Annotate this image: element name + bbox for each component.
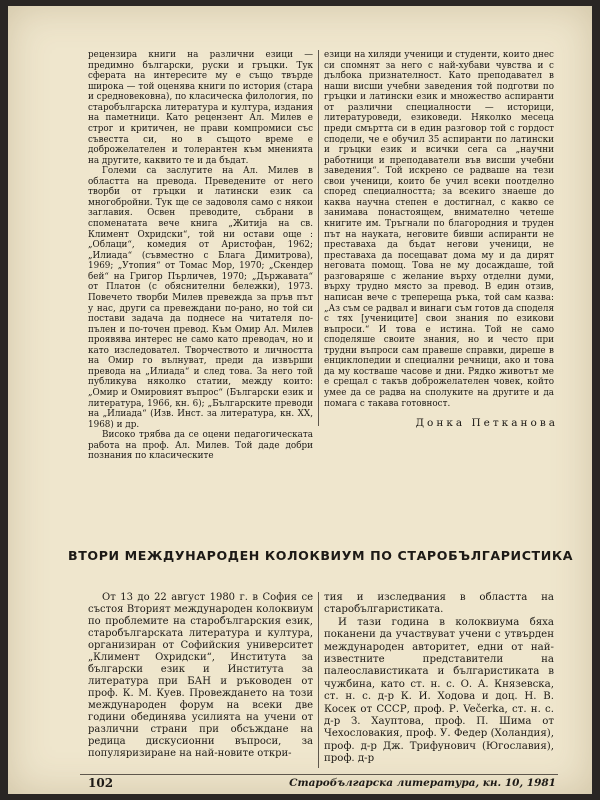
footer-divider bbox=[80, 774, 558, 775]
paragraph: Високо трябва да се оцени педагогическата работа на проф. Ал. Милев. Той даде добри познания по класическите bbox=[88, 430, 313, 462]
article-column-right bbox=[324, 50, 554, 410]
report-column-right bbox=[324, 592, 554, 772]
report-column-left bbox=[88, 592, 313, 772]
paragraph: Големи са заслугите на Ал. Милев в областта на превода. Преведените от него творби от гръцки и латински език са многобройни. Тук ще се задоволя само с някои заглавия. Освен преводите, събрани в споменатата вече книга „Житиjа на св. Климент Охридски“, той ни остави още : „Облаци“, комедия от Аристофан, 1962; „Илиада“ (съвместно с Блага Димитрова), 1969; „Утопия“ от Томас Мор, 1970; „Скендер бей“ на Григор Пърличев, 1970; „Държавата“ от Платон (с обяснителни бележки), 1973. Повечето творби Милев превежда за пръв път у нас, други са превеждани по-рано, но той си постави задача да поднесе на читателя по-пълен и по-точен превод. Към Омир Ал. Милев проявява интерес не само като преводач, но и като изследовател. Творчеството и личността на Омир го вълнуват, преди да извърши превода на „Илиада“ и след това. За него той публикува няколко статии, между които: „Омир и Омировият въпрос“ (Български език и литература, 1966, кн. 6); „Българските преводи на „Илиада“ (Изв. Инст. за литература, кн. XX, 1968) и др. bbox=[88, 166, 313, 430]
paragraph: И тази година в колоквиума бяха поканени да участвуват учени с утвърден международен авторитет, едни от най-известните представители на палеославистиката и българистиката в чужбина, като ст. н. с. О. А. Князевска, ст. н. с. д-р К. И. Ходова и доц. Н. В. Косек от СССР, проф. Р. Večerka, ст. н. с. д-р З. Хауптова, проф. П. Шима от Чехословакия, проф. У. Федер (Холандия), проф. д-р Дж. Трифунович (Югославия), проф. д-р bbox=[324, 616, 554, 765]
paragraph: езици на хиляди ученици и студенти, които днес си спомнят за него с най-хубави чувства и с дълбока признателност. Като преподавател в наши висши учебни заведения той подготви по гръцки и латински език и множество аспиранти от различни специалности — историци, литературоведи, езиковеди. Няколко месеца преди смъртта си в един разговор той с гордост сподели, че е обучил 35 аспиранти по латински и гръцки език и всички сега са „научни работници и преподаватели във висши учебни заведения“. Той искрено се радваше на тези свои ученици, които бе учил всеки поотделно според специалността; за всекиго знаеше до каква научна степен е достигнал, с какво се занимава понастоящем, внимателно четеше книгите им. Тръгнали по благородния и труден път на науката, неговите бивши аспиранти не преставаха да бъдат негови ученици, не преставаха да посещават дома му и да дирят неговата помощ. Това не му досаждаше, той разговаряше с желание върху отделни думи, върху трудно място за превод. В един отзив, написан вече с трепереща ръка, той сам казва: „Аз съм се радвал и винаги съм готов да споделя с тях [учениците] свои знания по езикови въпроси.“ И това е истина. Той не само споделяше своите знания, но и често при трудни въпроси сам правеше справки, диреше в енциклопедии и специални речници, ако и това да му костваше часове и дни. Рядко животът ме е срещал с такъв доброжелателен човек, който умее да се радва на сполуките на другите и да помага с такава готовност. bbox=[324, 50, 554, 409]
page-number: 102 bbox=[88, 776, 114, 790]
paragraph: От 13 до 22 август 1980 г. в София се състоя Вторият международен колоквиум по проблемите на старобългарския език, старобългарската литература и култура, организиран от Софийския университет „Климент Охридски“, Института за български език и Института за литература при БАН и ръководен от проф. К. М. Куев. Провеждането на този международен форум на всеки две години обединява усилията на учени от различни страни при обсъждане на редица дискусионни въпроси, за популяризиране на най-новите откри- bbox=[88, 592, 313, 759]
article-headline: ВТОРИ МЕЖДУНАРОДЕН КОЛОКВИУМ ПО СТАРОБЪЛГАРИСТИКА bbox=[68, 548, 574, 563]
paragraph: тия и изследвания в областта на старобългаристиката. bbox=[324, 592, 554, 616]
column-divider bbox=[318, 592, 319, 768]
article-column-left bbox=[88, 50, 313, 462]
column-divider bbox=[318, 50, 319, 426]
author-signature: Донка Петканова bbox=[415, 417, 558, 429]
paragraph: рецензира книги на различни езици — предимно български, руски и гръцки. Тук сферата на интересите му е също твърде широка — той оценява книги по история (стара и средновековна), по класическа филология, по старобългарска литература и култура, издания на паметници. Като рецензент Ал. Милев е строг и критичен, не прави компромиси със съвестта си, но в същото време е доброжелателен и толерантен към мненията на другите, каквито те и да бъдат. bbox=[88, 50, 313, 166]
running-title: Старобългарска литература, кн. 10, 1981 bbox=[289, 777, 556, 789]
journal-page bbox=[8, 6, 592, 794]
